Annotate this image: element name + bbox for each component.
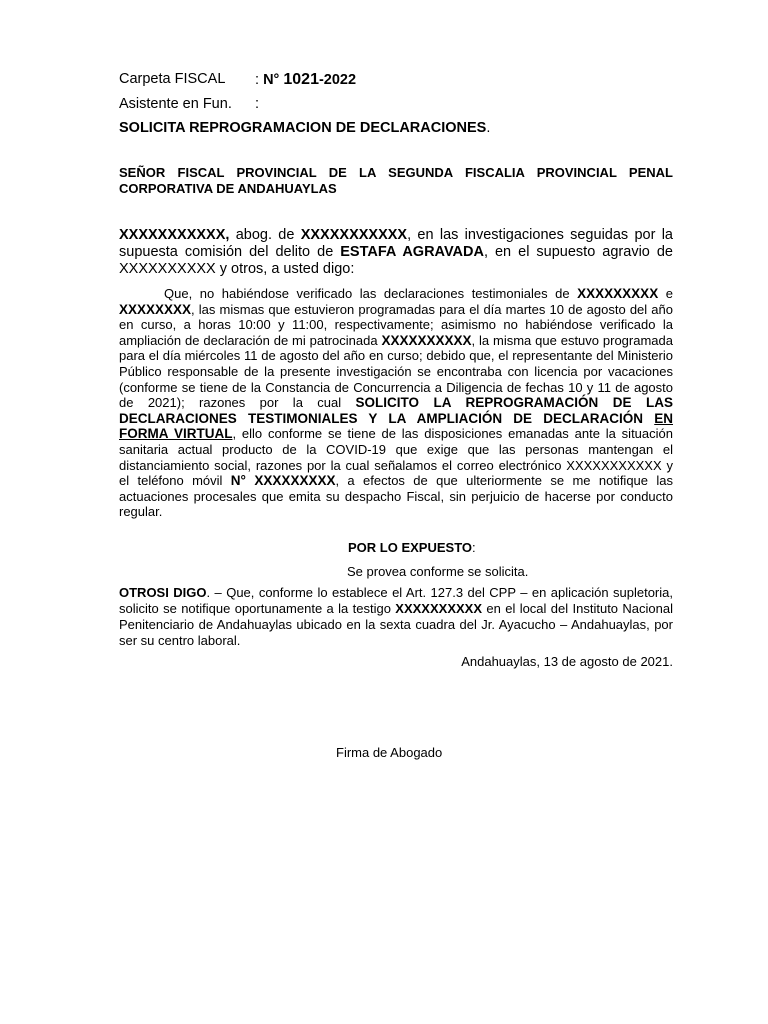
asistente-colon: : bbox=[255, 96, 260, 112]
intro-paragraph: XXXXXXXXXXX, abog. de XXXXXXXXXXX, en las investigaciones seguidas por la supuesta comisión del delito de ESTAFA AGRAVADA, en el supuesto agravio de XXXXXXXXXX y otros, a usted digo: bbox=[119, 227, 673, 277]
provea-line: Se provea conforme se solicita. bbox=[347, 564, 529, 579]
subject-title: SOLICITA REPROGRAMACION DE DECLARACIONES bbox=[119, 120, 487, 136]
addressee: SEÑOR FISCAL PROVINCIAL DE LA SEGUNDA FISCALIA PROVINCIAL PENAL CORPORATIVA DE ANDAHUAYLAS bbox=[119, 165, 673, 196]
body-paragraph: Que, no habiéndose verificado las declaraciones testimoniales de XXXXXXXXX e XXXXXXXX, las mismas que estuvieron programadas para el día martes 10 de agosto del año en curso, a horas 10:00 y 11:00, respectivamente; asimismo no habiéndose verificado la ampliación de declaración de mi patrocinada XXXXXXXXXX, la misma que estuvo programada para el día miércoles 11 de agosto del año en curso; debido que, el representante del Ministerio Público responsable de la presente investigación se encontraba con licencia por vacaciones (conforme se tiene de la Constancia de Concurrencia a Diligencia de fechas 10 y 11 de agosto de 2021); razones por la cual SOLICITO LA REPROGRAMACIÓN DE LAS DECLARACIONES TESTIMONIALES Y LA AMPLIACIÓN DE DECLARACIÓN EN FORMA VIRTUAL, ello conforme se tiene de las disposiciones emanadas ante la situación sanitaria actual producto de la COVID-19 que exige que las personas mantengan el distanciamiento social, razones por la cual señalamos el correo electrónico XXXXXXXXXXX y el teléfono móvil N° XXXXXXXXX, a efectos de que ulteriormente se me notifique las actuaciones procesales que emita su despacho Fiscal, sin perjuicio de hacerse por conducto regular. bbox=[119, 286, 674, 520]
signature-label: Firma de Abogado bbox=[336, 745, 443, 760]
asistente-label: Asistente en Fun. bbox=[119, 96, 232, 112]
carpeta-label: Carpeta FISCAL bbox=[119, 71, 226, 87]
subject-line: SOLICITA REPROGRAMACION DE DECLARACIONES. bbox=[119, 120, 491, 136]
carpeta-fiscal-line bbox=[119, 71, 357, 88]
otrosi-paragraph: OTROSI DIGO. – Que, conforme lo establece el Art. 127.3 del CPP – en aplicación supletoria, solicito se notifique oportunamente a la testigo XXXXXXXXXX en el local del Instituto Nacional Penitenciario de Andahuaylas ubicado en la sexta cuadra del Jr. Ayacucho – Andahuaylas, por ser su centro laboral. bbox=[119, 585, 673, 648]
asistente-line bbox=[119, 96, 260, 112]
date-line: Andahuaylas, 13 de agosto de 2021. bbox=[461, 654, 673, 669]
por-lo-expuesto: POR LO EXPUESTO: bbox=[348, 540, 476, 555]
carpeta-value: : N° 1021-2022 bbox=[255, 71, 357, 88]
